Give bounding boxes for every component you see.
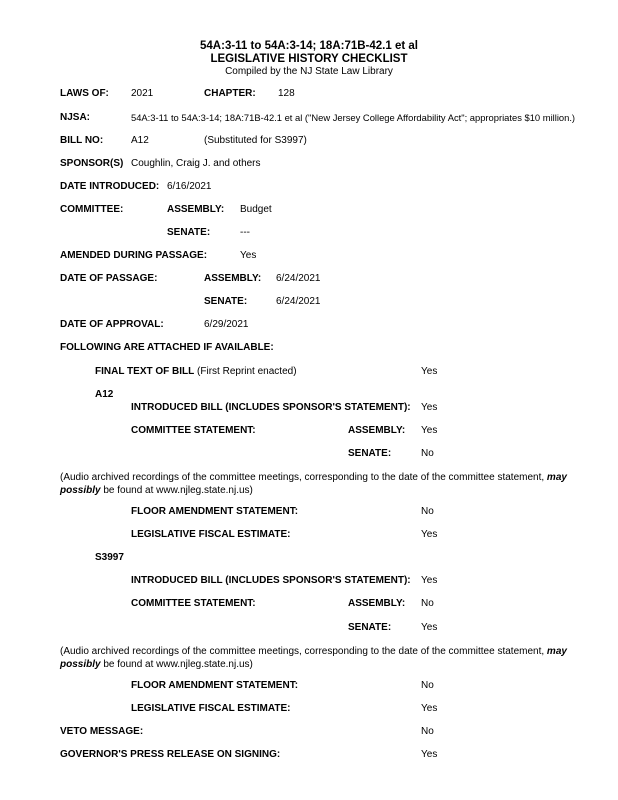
a12-fiscal-label: LEGISLATIVE FISCAL ESTIMATE: (131, 529, 291, 540)
date-introduced-label: DATE INTRODUCED: (60, 181, 160, 192)
date-introduced-value: 6/16/2021 (167, 181, 212, 192)
a12-fiscal-value: Yes (421, 529, 438, 540)
s3997-fiscal-value: Yes (421, 703, 438, 714)
document-subtitle: LEGISLATIVE HISTORY CHECKLIST (210, 53, 408, 65)
veto-value: No (421, 726, 434, 737)
a12-committee-senate-label: SENATE: (348, 448, 392, 459)
amended-value: Yes (240, 250, 257, 261)
compiled-by: Compiled by the NJ State Law Library (225, 66, 393, 77)
a12-committee-assembly-value: Yes (421, 425, 438, 436)
audio-note-text-end: be found at www.njleg.state.nj.us) (100, 659, 253, 670)
laws-of-value: 2021 (131, 88, 154, 99)
a12-introduced-label: INTRODUCED BILL (INCLUDES SPONSOR'S STATEMENT): (131, 402, 411, 413)
bill-s3997-heading: S3997 (95, 552, 124, 563)
bill-no-note: (Substituted for S3997) (204, 135, 307, 146)
audio-note-text: (Audio archived recordings of the committee meetings, corresponding to the date of the committee statement, (60, 646, 547, 657)
audio-note-s3997 (60, 645, 605, 671)
audio-note-emphasis: may possibly (60, 646, 567, 670)
laws-of-label: LAWS OF: (60, 88, 109, 99)
committee-senate-value: --- (240, 227, 250, 238)
chapter-label: CHAPTER: (204, 88, 256, 99)
s3997-introduced-value: Yes (421, 575, 438, 586)
audio-note-text-end: be found at www.njleg.state.nj.us) (100, 485, 253, 496)
final-text-label: FINAL TEXT OF BILL (95, 366, 195, 377)
bill-no-label: BILL NO: (60, 135, 104, 146)
s3997-committee-assembly-value: No (421, 598, 434, 609)
committee-assembly-value: Budget (240, 204, 272, 215)
a12-committee-label: COMMITTEE STATEMENT: (131, 425, 256, 436)
s3997-committee-assembly-label: ASSEMBLY: (348, 598, 406, 609)
final-text-note: (First Reprint enacted) (197, 366, 297, 377)
press-release-value: Yes (421, 749, 438, 760)
date-of-passage-label: DATE OF PASSAGE: (60, 273, 158, 284)
document-title: 54A:3-11 to 54A:3-14; 18A:71B-42.1 et al (200, 40, 418, 52)
passage-assembly-value: 6/24/2021 (276, 273, 321, 284)
passage-senate-label: SENATE: (204, 296, 248, 307)
bill-no-value: A12 (131, 135, 149, 146)
sponsors-label: SPONSOR(S) (60, 158, 124, 169)
committee-label: COMMITTEE: (60, 204, 124, 215)
a12-floor-label: FLOOR AMENDMENT STATEMENT: (131, 506, 299, 517)
committee-senate-label: SENATE: (167, 227, 211, 238)
attached-heading: FOLLOWING ARE ATTACHED IF AVAILABLE: (60, 342, 274, 353)
s3997-floor-label: FLOOR AMENDMENT STATEMENT: (131, 680, 299, 691)
sponsors-value: Coughlin, Craig J. and others (131, 158, 261, 169)
passage-assembly-label: ASSEMBLY: (204, 273, 262, 284)
a12-committee-assembly-label: ASSEMBLY: (348, 425, 406, 436)
audio-note-emphasis: may possibly (60, 472, 567, 496)
date-of-approval-label: DATE OF APPROVAL: (60, 319, 164, 330)
bill-a12-heading: A12 (95, 389, 114, 400)
a12-committee-senate-value: No (421, 448, 434, 459)
final-text-row (95, 366, 297, 378)
s3997-committee-label: COMMITTEE STATEMENT: (131, 598, 256, 609)
veto-label: VETO MESSAGE: (60, 726, 144, 737)
audio-note-a12 (60, 471, 605, 497)
s3997-committee-senate-value: Yes (421, 622, 438, 633)
njsa-value: 54A:3-11 to 54A:3-14; 18A:71B-42.1 et al ("New Jersey College Affordability Act"; appropriates $10 million.) (131, 112, 576, 123)
a12-introduced-value: Yes (421, 402, 438, 413)
a12-floor-value: No (421, 506, 434, 517)
audio-note-text: (Audio archived recordings of the committee meetings, corresponding to the date of the committee statement, (60, 472, 547, 483)
njsa-label: NJSA: (60, 112, 91, 123)
chapter-value: 128 (278, 88, 295, 99)
amended-label: AMENDED DURING PASSAGE: (60, 250, 208, 261)
s3997-floor-value: No (421, 680, 434, 691)
press-release-label: GOVERNOR'S PRESS RELEASE ON SIGNING: (60, 749, 281, 760)
passage-senate-value: 6/24/2021 (276, 296, 321, 307)
s3997-introduced-label: INTRODUCED BILL (INCLUDES SPONSOR'S STATEMENT): (131, 575, 411, 586)
committee-assembly-label: ASSEMBLY: (167, 204, 225, 215)
s3997-committee-senate-label: SENATE: (348, 622, 392, 633)
final-text-value: Yes (421, 366, 438, 377)
s3997-fiscal-label: LEGISLATIVE FISCAL ESTIMATE: (131, 703, 291, 714)
date-of-approval-value: 6/29/2021 (204, 319, 249, 330)
